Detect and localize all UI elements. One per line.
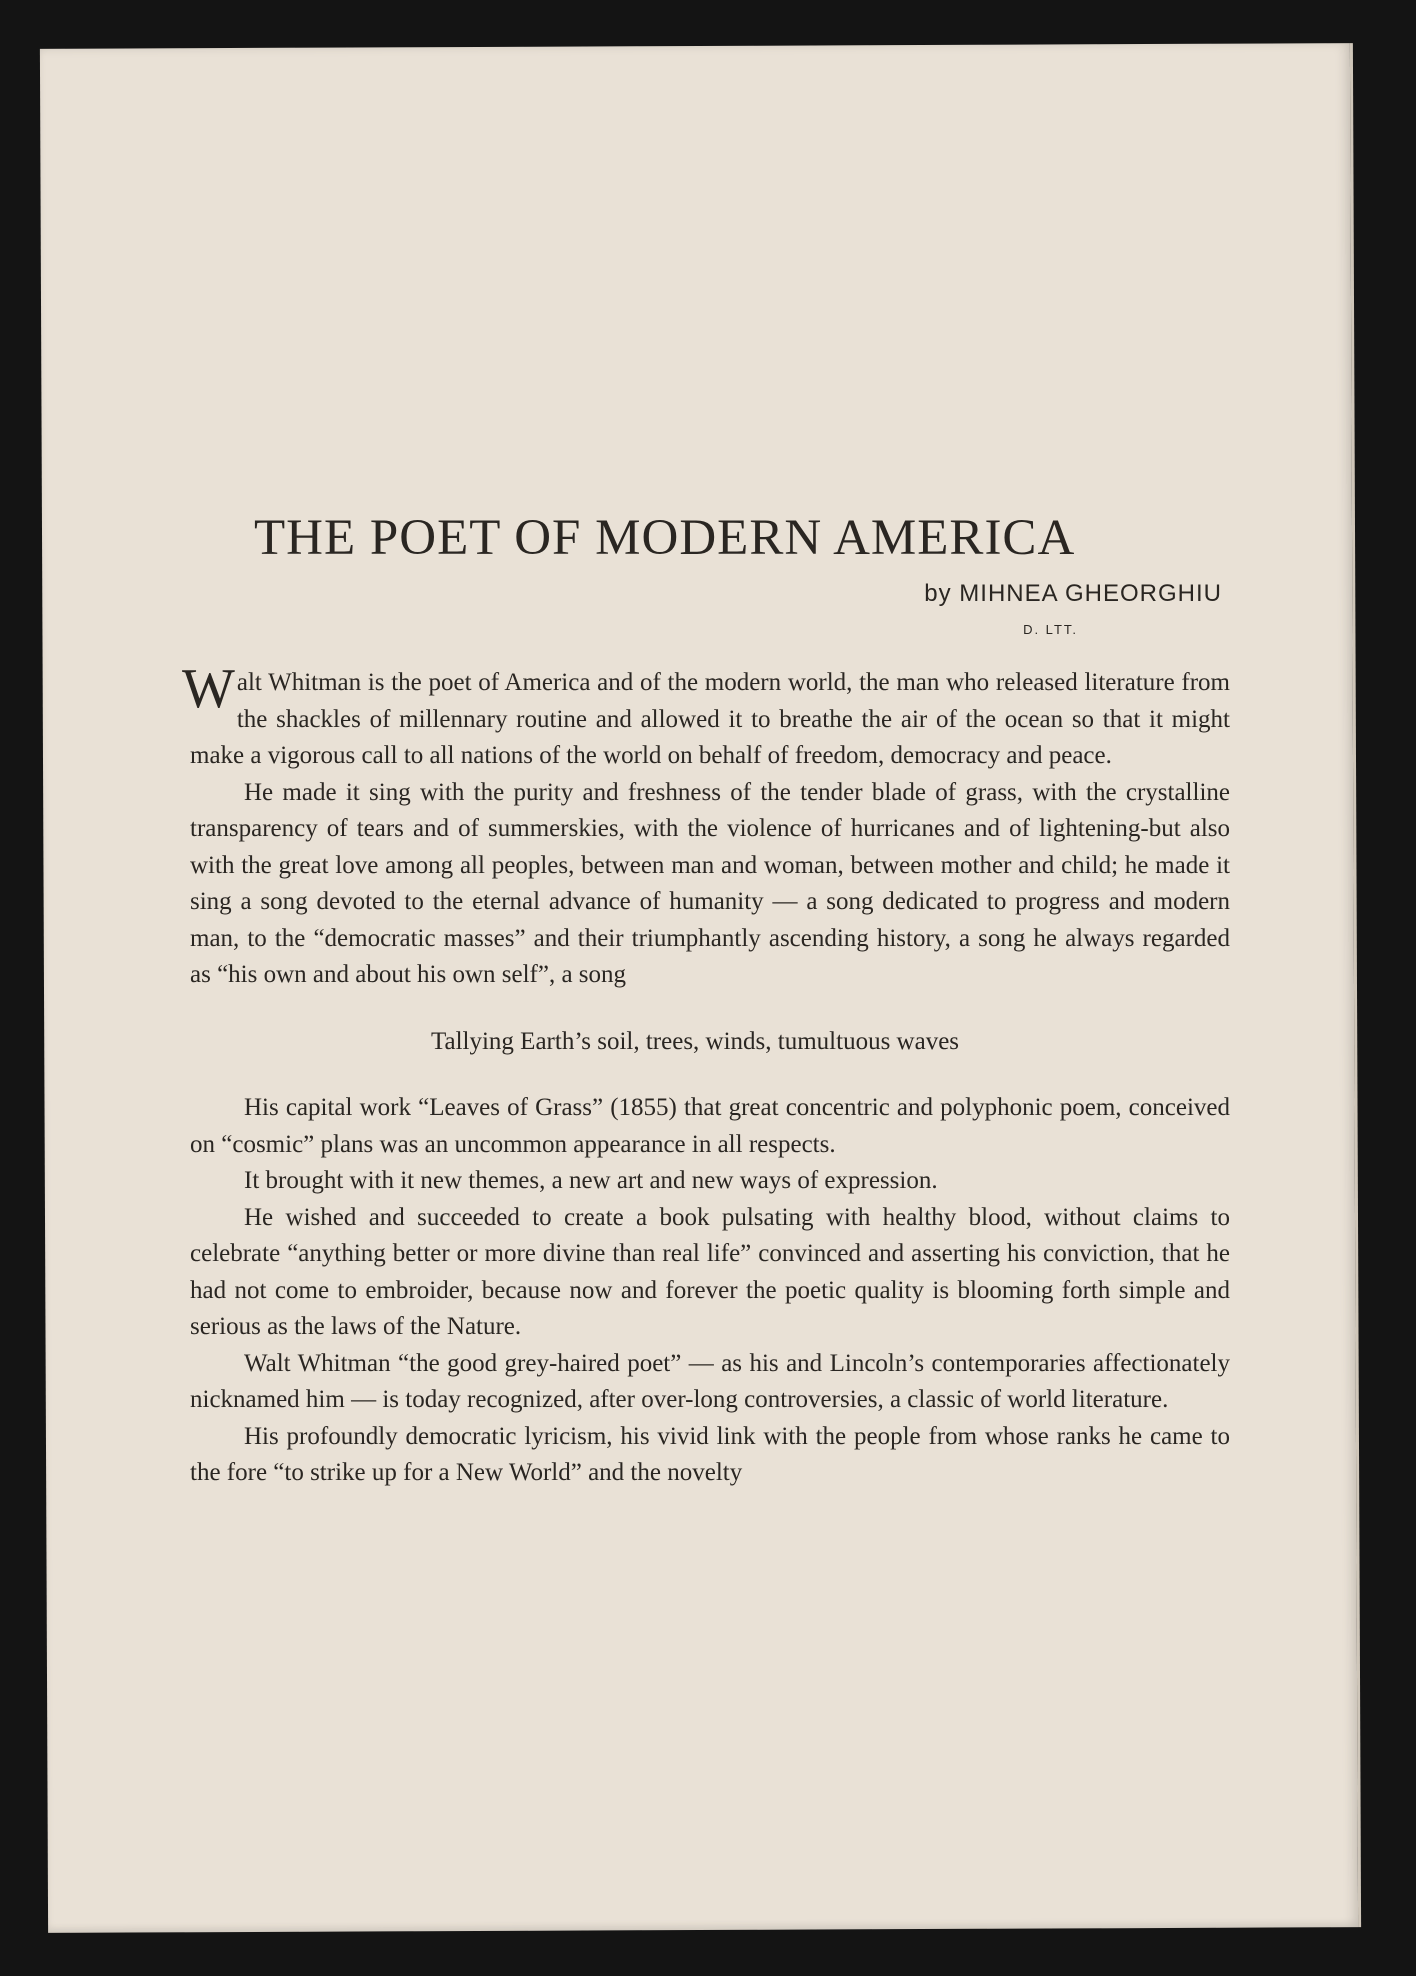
paragraph-2: He made it sing with the purity and freshness of the tender blade of grass, with the crystalline transparency of tears and of summerskies, with the violence of hurricanes and of lightening-but also with the great love among all peoples, between man and woman, between mother and child; he made it sing a song devoted to the eternal advance of humanity — a song dedicated to progress and modern man, to the “democratic masses” and their triumphantly ascending history, a song he always regarded as “his own and about his own self”, a song <box>190 778 1230 989</box>
author-degree: D. LTT. <box>1023 622 1078 638</box>
article <box>182 510 1230 1492</box>
drop-cap: W <box>182 658 235 721</box>
article-title: THE POET OF MODERN AMERICA <box>254 510 1076 566</box>
paragraph-1 <box>182 658 1230 775</box>
paragraph-7: His profoundly democratic lyricism, his vivid link with the people from whose ranks he came to the fore “to strike up for a New World” and the novelty <box>190 1422 1230 1487</box>
paragraph-1-text: alt Whitman is the poet of America and of the modern world, the man who released literature from the shackles of millennary routine and allowed it to breathe the air of the ocean so that it might make a vigorous call to all nations of the world on behalf of freedom, democracy and peace. <box>190 669 1230 770</box>
article-body <box>182 658 1230 1492</box>
paragraph-6: Walt Whitman “the good grey-haired poet” — as his and Lincoln’s contemporaries affectionately nicknamed him — is today recognized, after over-long controversies, a classic of world literature. <box>190 1349 1230 1414</box>
paragraph-4: It brought with it new themes, a new art and new ways of expression. <box>244 1167 938 1195</box>
paragraph-3: His capital work “Leaves of Grass” (1855) that great concentric and polyphonic poem, conceived on “cosmic” plans was an uncommon appearance in all respects. <box>190 1094 1230 1158</box>
paragraph-5: He wished and succeeded to create a book pulsating with healthy blood, without claims to celebrate “anything better or more divine than real life” convinced and asserting his conviction, that he had not come to embroider, because now and forever the poetic quality is blooming forth simple and serious as the laws of the Nature. <box>190 1203 1230 1341</box>
verse-quote: Tallying Earth’s soil, trees, winds, tumultuous waves <box>430 1027 960 1055</box>
author-byline: by MIHNEA GHEORGHIU <box>924 580 1222 608</box>
